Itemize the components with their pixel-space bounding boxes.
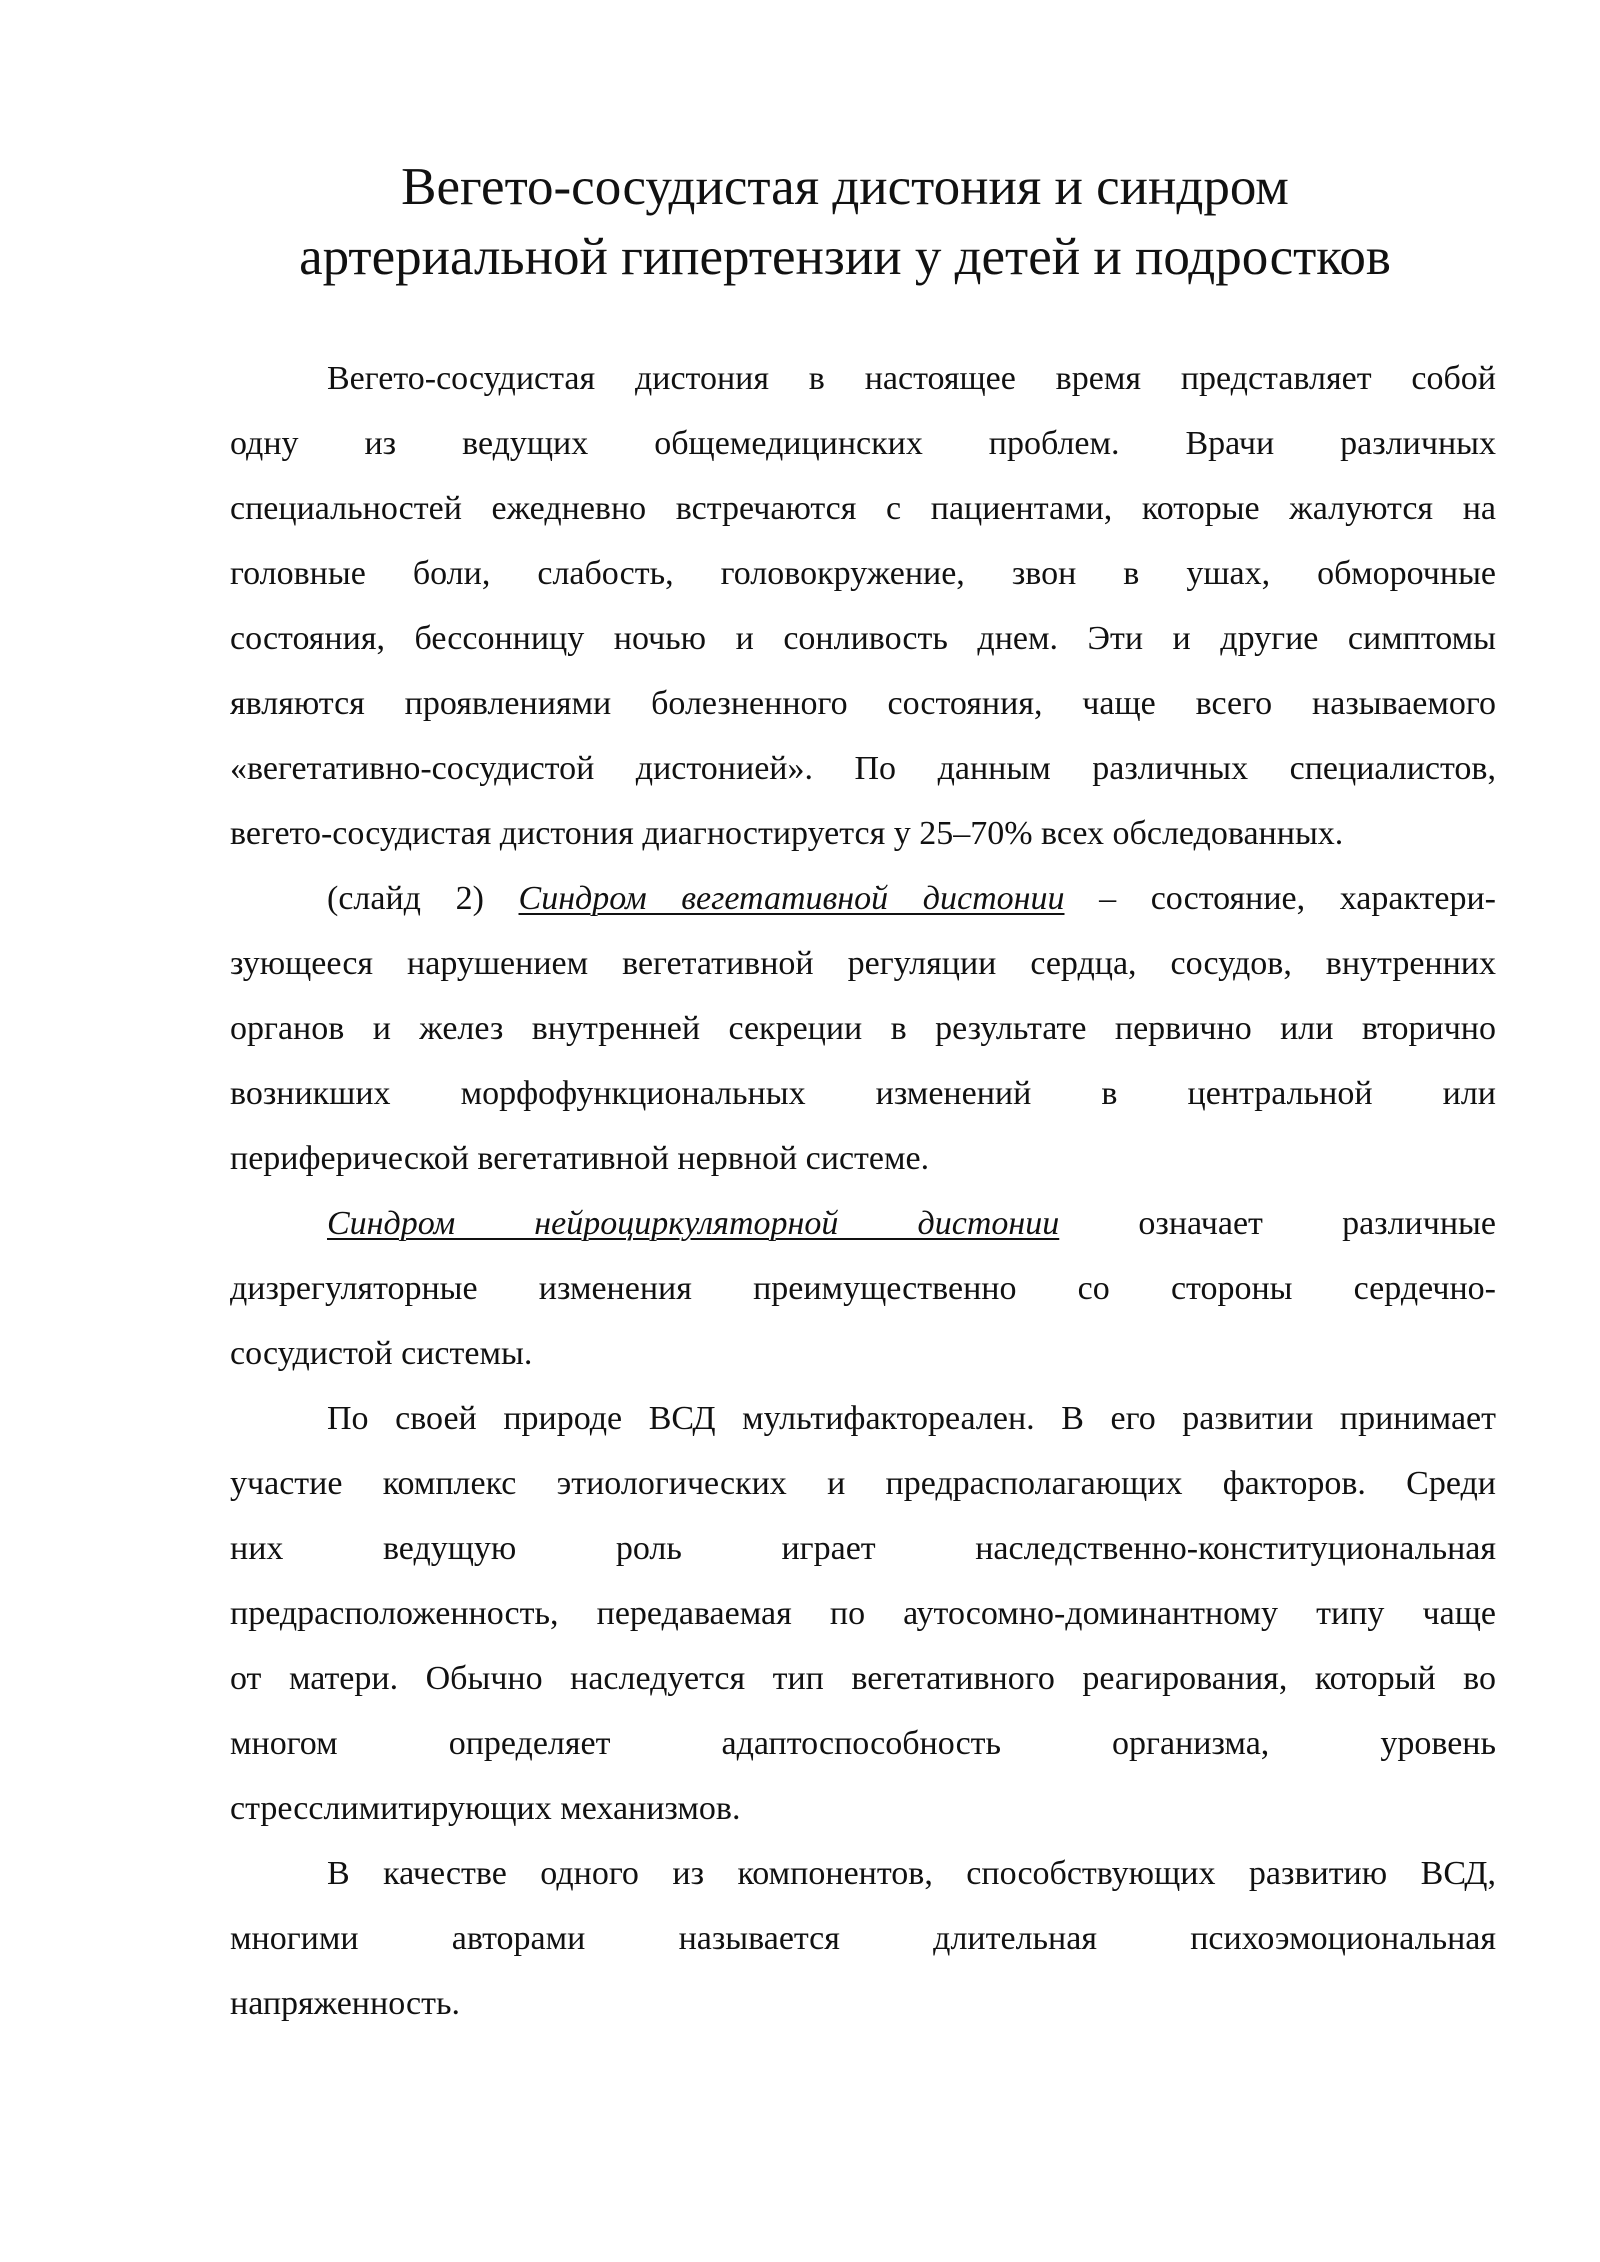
text-line: В качестве одного из компонентов, способствующих развитию ВСД, xyxy=(327,1855,1496,1892)
paragraph-3 xyxy=(230,1191,1496,1386)
text-line: возникших морфофункциональных изменений в центральной или xyxy=(230,1075,1496,1112)
text-line: вегето-сосудистая дистония диагностируется у 25–70% всех обследованных. xyxy=(230,815,1344,852)
text-line: них ведущую роль играет наследственно-конституциональная xyxy=(230,1530,1496,1567)
text-line: состояния, бессонницу ночью и сонливость днем. Эти и другие симптомы xyxy=(230,620,1496,657)
slide-reference: (слайд 2) xyxy=(327,880,519,917)
text-line: По своей природе ВСД мультифактореален. В его развитии принимает xyxy=(327,1400,1496,1437)
text-line: органов и желез внутренней секреции в результате первично или вторично xyxy=(230,1010,1496,1047)
document-body xyxy=(230,346,1496,2036)
text-line: сосудистой системы. xyxy=(230,1335,533,1372)
document-title xyxy=(200,152,1490,292)
definition-start: означает различные xyxy=(1059,1205,1496,1242)
text-line: являются проявлениями болезненного состояния, чаще всего называемого xyxy=(230,685,1496,722)
text-line: многими авторами называется длительная психоэмоциональная xyxy=(230,1920,1496,1957)
text-line: предрасположенность, передаваемая по аутосомно-доминантному типу чаще xyxy=(230,1595,1496,1632)
text-line: «вегетативно-сосудистой дистонией». По данным различных специалистов, xyxy=(230,750,1496,787)
term-neurocirculatory-dystonia: Синдром нейроциркуляторной дистонии xyxy=(327,1205,1060,1242)
paragraph-2 xyxy=(230,866,1496,1191)
text-line: Вегето-сосудистая дистония в настоящее время представляет собой xyxy=(327,360,1496,397)
text-line: от матери. Обычно наследуется тип вегетативного реагирования, который во xyxy=(230,1660,1496,1697)
definition-start: – состояние, характери- xyxy=(1064,880,1497,917)
text-line: напряженность. xyxy=(230,1985,460,2022)
text-line: стресслимитирующих механизмов. xyxy=(230,1790,741,1827)
text-line xyxy=(230,866,1496,931)
text-line: одну из ведущих общемедицинских проблем. Врачи различных xyxy=(230,425,1496,462)
title-line-1: Вегето-сосудистая дистония и синдром xyxy=(401,158,1289,216)
term-vegetative-dystonia: Синдром вегетативной дистонии xyxy=(518,880,1065,917)
paragraph-4 xyxy=(230,1386,1496,1841)
text-line: головные боли, слабость, головокружение, звон в ушах, обморочные xyxy=(230,555,1496,592)
text-line: зующееся нарушением вегетативной регуляции сердца, сосудов, внутренних xyxy=(230,945,1496,982)
paragraph-5 xyxy=(230,1841,1496,2036)
paragraph-1 xyxy=(230,346,1496,866)
text-line: специальностей ежедневно встречаются с пациентами, которые жалуются на xyxy=(230,490,1496,527)
title-line-2: артериальной гипертензии у детей и подростков xyxy=(299,228,1391,286)
text-line: периферической вегетативной нервной системе. xyxy=(230,1140,930,1177)
text-line xyxy=(230,1191,1496,1256)
text-line: участие комплекс этиологических и предрасполагающих факторов. Среди xyxy=(230,1465,1496,1502)
text-line: многом определяет адаптоспособность организма, уровень xyxy=(230,1725,1496,1762)
text-line: дизрегуляторные изменения преимущественно со стороны сердечно- xyxy=(230,1270,1496,1307)
